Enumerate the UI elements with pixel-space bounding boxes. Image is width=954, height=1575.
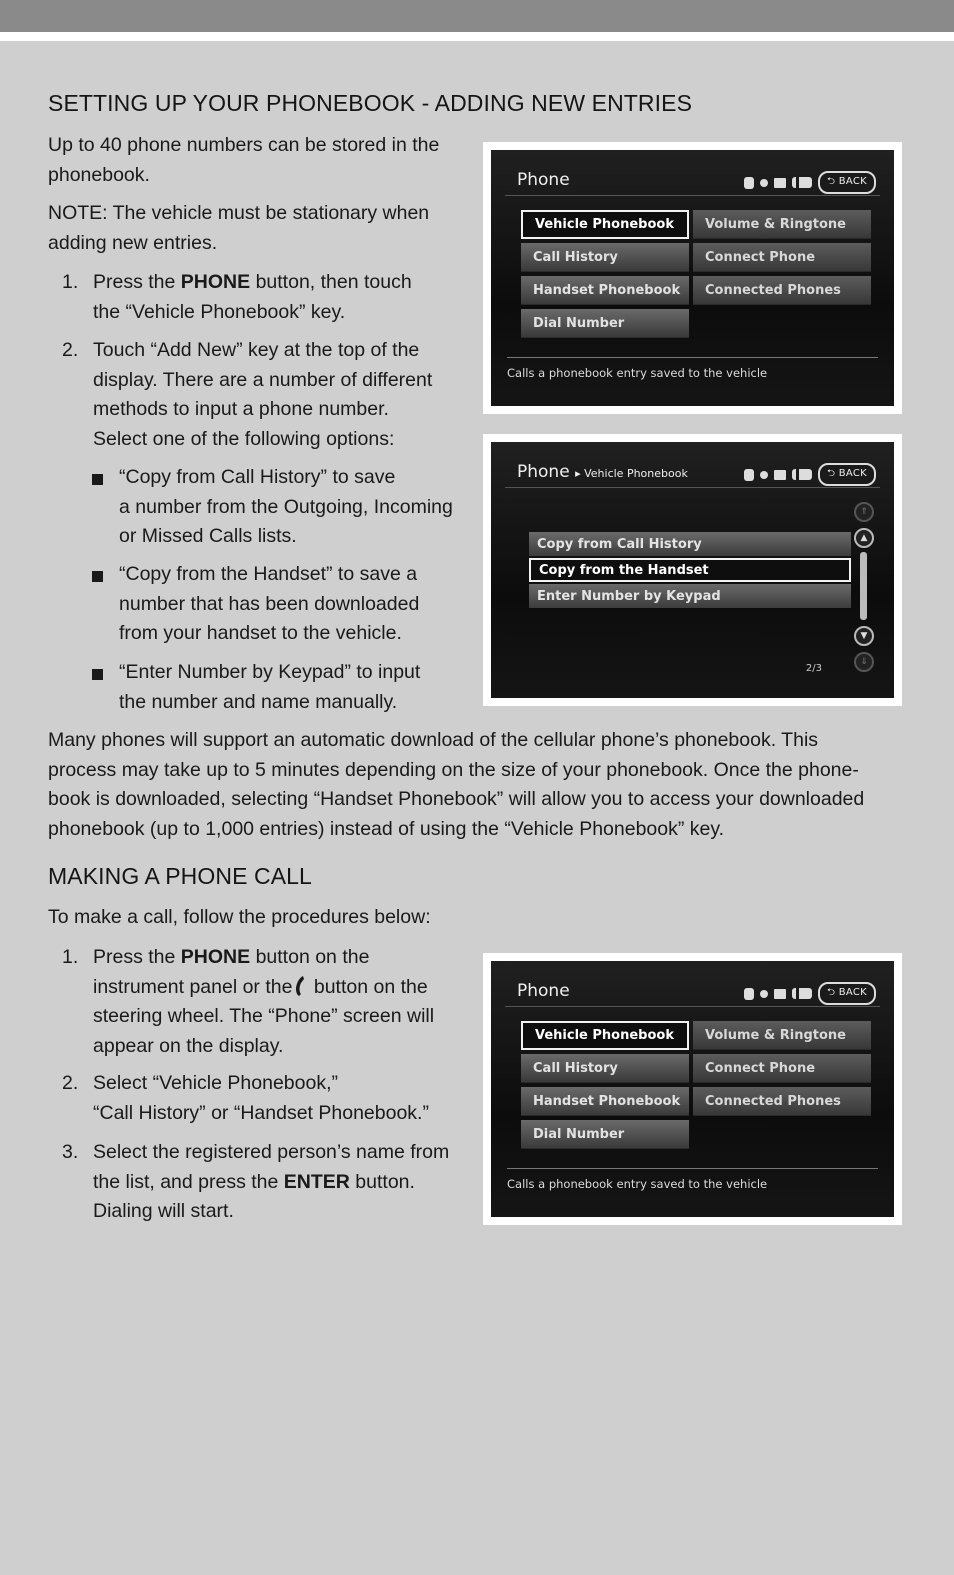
signal-strength-icon [792, 469, 812, 480]
text-span: instrument panel or the [93, 975, 293, 998]
bullet-square [92, 571, 103, 582]
menu-connect-phone[interactable]: Connect Phone [693, 243, 871, 272]
download-line: phonebook (up to 1,000 entries) instead of using the “Vehicle Phonebook” key. [48, 817, 725, 840]
enter-keyword: ENTER [283, 1170, 350, 1193]
note-line: NOTE: The vehicle must be stationary when [48, 202, 430, 224]
menu-connect-phone[interactable]: Connect Phone [693, 1054, 871, 1083]
scroll-top-icon[interactable]: ⇑ [854, 502, 874, 522]
scrollbar[interactable] [854, 502, 876, 672]
scroll-up-icon[interactable]: ▲ [854, 528, 874, 548]
bullet-square [92, 669, 103, 680]
section-heading-phonebook: SETTING UP YOUR PHONEBOOK - ADDING NEW ENTRIES [48, 90, 693, 116]
menu-volume-ringtone[interactable]: Volume & Ringtone [693, 210, 871, 239]
menu-dial-number[interactable]: Dial Number [521, 1120, 689, 1149]
phone-menu [521, 210, 873, 355]
menu-vehicle-phonebook[interactable]: Vehicle Phonebook [521, 1021, 689, 1050]
intro-line: Up to 40 phone numbers can be stored in the [48, 134, 440, 156]
intro-paragraph [48, 131, 439, 190]
call-step-2-text [93, 1069, 429, 1128]
scroll-down-icon[interactable]: ▼ [854, 626, 874, 646]
back-button[interactable]: ⮌ BACK [818, 171, 876, 194]
screenshot-phone-menu-call [483, 953, 902, 1225]
title-divider [505, 1006, 880, 1007]
text-span: button on the [308, 975, 428, 998]
top-bar [0, 0, 954, 32]
step-line: display. There are a number of different [93, 368, 433, 391]
text-span: Press the [93, 946, 181, 968]
step-1-text [93, 268, 412, 327]
step-number: 3. [62, 1141, 79, 1163]
vehicle-phonebook-screen [491, 442, 894, 698]
step-line: Dialing will start. [93, 1200, 234, 1222]
step-number: 2. [62, 339, 79, 361]
section-heading-making-call: MAKING A PHONE CALL [48, 863, 312, 889]
scroll-bottom-icon[interactable]: ⇓ [854, 652, 874, 672]
bullet-line: “Copy from Call History” to save [119, 466, 396, 488]
add-option-list [529, 532, 851, 610]
connection-dot-icon [760, 471, 768, 479]
step-line [93, 973, 434, 1003]
call-intro: To make a call, follow the procedures below: [48, 906, 431, 928]
download-line: Many phones will support an automatic download of the cellular phone’s phonebook. This [48, 729, 819, 751]
step-line: appear on the display. [93, 1034, 284, 1057]
back-button[interactable]: ⮌ BACK [818, 982, 876, 1005]
screen-title: Phone [517, 981, 570, 1001]
screenshot-phone-menu [483, 142, 902, 414]
menu-vehicle-phonebook[interactable]: Vehicle Phonebook [521, 210, 689, 239]
step-line: steering wheel. The “Phone” screen will [93, 1005, 435, 1027]
phone-menu [521, 1021, 873, 1166]
title-divider [505, 195, 880, 196]
bullet-square [92, 474, 103, 485]
bullet-line: the number and name manually. [119, 690, 398, 713]
step-number: 1. [62, 271, 79, 293]
screen-title: Phone [517, 170, 570, 190]
status-icons [744, 463, 876, 486]
phone-keyword: PHONE [180, 271, 251, 293]
bluetooth-icon [744, 469, 754, 481]
step-line: Select one of the following options: [93, 427, 395, 450]
connection-dot-icon [760, 990, 768, 998]
status-icons [744, 171, 876, 194]
menu-call-history[interactable]: Call History [521, 243, 689, 272]
step-2-text [93, 336, 432, 454]
page-indicator: 2/3 [805, 663, 822, 674]
menu-volume-ringtone[interactable]: Volume & Ringtone [693, 1021, 871, 1050]
phone-keyword: PHONE [180, 946, 251, 968]
breadcrumb: ▸ Vehicle Phonebook [575, 467, 688, 480]
menu-call-history[interactable]: Call History [521, 1054, 689, 1083]
signal-strength-icon [792, 177, 812, 188]
phone-handset-icon [294, 975, 306, 997]
scroll-track[interactable] [860, 552, 867, 620]
step-line: Select the registered person’s name from [93, 1141, 450, 1163]
text-span: button on the [250, 946, 370, 968]
battery-icon [774, 470, 786, 480]
title-text: Phone [517, 462, 570, 482]
step-line: Select “Vehicle Phonebook,” [93, 1072, 338, 1094]
bullet-line: “Enter Number by Keypad” to input [119, 661, 421, 683]
bullet-line: from your handset to the vehicle. [119, 622, 402, 644]
battery-icon [774, 178, 786, 188]
call-step-1-text [93, 943, 434, 1061]
connection-dot-icon [760, 179, 768, 187]
menu-connected-phones[interactable]: Connected Phones [693, 276, 871, 305]
download-line: book is downloaded, selecting “Handset Phonebook” will allow you to access your downloaded [48, 788, 865, 810]
download-paragraph [48, 726, 928, 844]
download-line: process may take up to 5 minutes depending on the size of your phonebook. Once the phone- [48, 758, 859, 781]
title-divider [505, 487, 880, 488]
phone-screen [491, 961, 894, 1217]
note-paragraph [48, 199, 429, 258]
bullet-line: number that has been downloaded [119, 592, 420, 615]
bullet-line: a number from the Outgoing, Incoming [119, 495, 453, 518]
bullet-line: “Copy from the Handset” to save a [119, 563, 418, 585]
menu-handset-phonebook[interactable]: Handset Phonebook [521, 1087, 689, 1116]
step-line: methods to input a phone number. [93, 398, 389, 420]
battery-icon [774, 989, 786, 999]
back-label: BACK [838, 468, 867, 479]
option-copy-handset[interactable]: Copy from the Handset [529, 558, 851, 582]
bullet-copy-call-history [119, 463, 453, 552]
menu-connected-phones[interactable]: Connected Phones [693, 1087, 871, 1116]
screenshot-vehicle-phonebook [483, 434, 902, 706]
text-span: button, then touch [250, 271, 412, 293]
menu-dial-number[interactable]: Dial Number [521, 309, 689, 338]
screen-status-text: Calls a phonebook entry saved to the vehicle [507, 1168, 878, 1191]
top-divider [0, 32, 954, 41]
breadcrumb-text: Vehicle Phonebook [584, 467, 688, 480]
bluetooth-icon [744, 177, 754, 189]
signal-strength-icon [792, 988, 812, 999]
status-icons [744, 982, 876, 1005]
call-step-3-text [93, 1138, 449, 1227]
back-label: BACK [838, 987, 867, 998]
note-line: adding new entries. [48, 231, 218, 254]
text-span: Press the [93, 271, 181, 293]
step-number: 2. [62, 1072, 79, 1094]
menu-handset-phonebook[interactable]: Handset Phonebook [521, 276, 689, 305]
phone-screen [491, 150, 894, 406]
intro-line: phonebook. [48, 163, 150, 186]
back-label: BACK [838, 176, 867, 187]
step-line: Touch “Add New” key at the top of the [93, 339, 420, 361]
back-button[interactable]: ⮌ BACK [818, 463, 876, 486]
option-enter-keypad[interactable]: Enter Number by Keypad [529, 584, 851, 608]
step-line: the “Vehicle Phonebook” key. [93, 300, 346, 323]
bullet-enter-keypad [119, 658, 420, 717]
screen-title [517, 462, 688, 482]
bluetooth-icon [744, 988, 754, 1000]
option-copy-call-history[interactable]: Copy from Call History [529, 532, 851, 556]
step-line [93, 1168, 449, 1198]
step-line: “Call History” or “Handset Phonebook.” [93, 1101, 429, 1124]
step-line [93, 268, 412, 298]
text-span: the list, and press the [93, 1170, 284, 1193]
bullet-line: or Missed Calls lists. [119, 525, 297, 547]
step-line [93, 943, 434, 973]
step-number: 1. [62, 946, 79, 968]
bullet-copy-handset [119, 560, 419, 649]
text-span: button. [349, 1170, 415, 1193]
screen-status-text: Calls a phonebook entry saved to the vehicle [507, 357, 878, 380]
